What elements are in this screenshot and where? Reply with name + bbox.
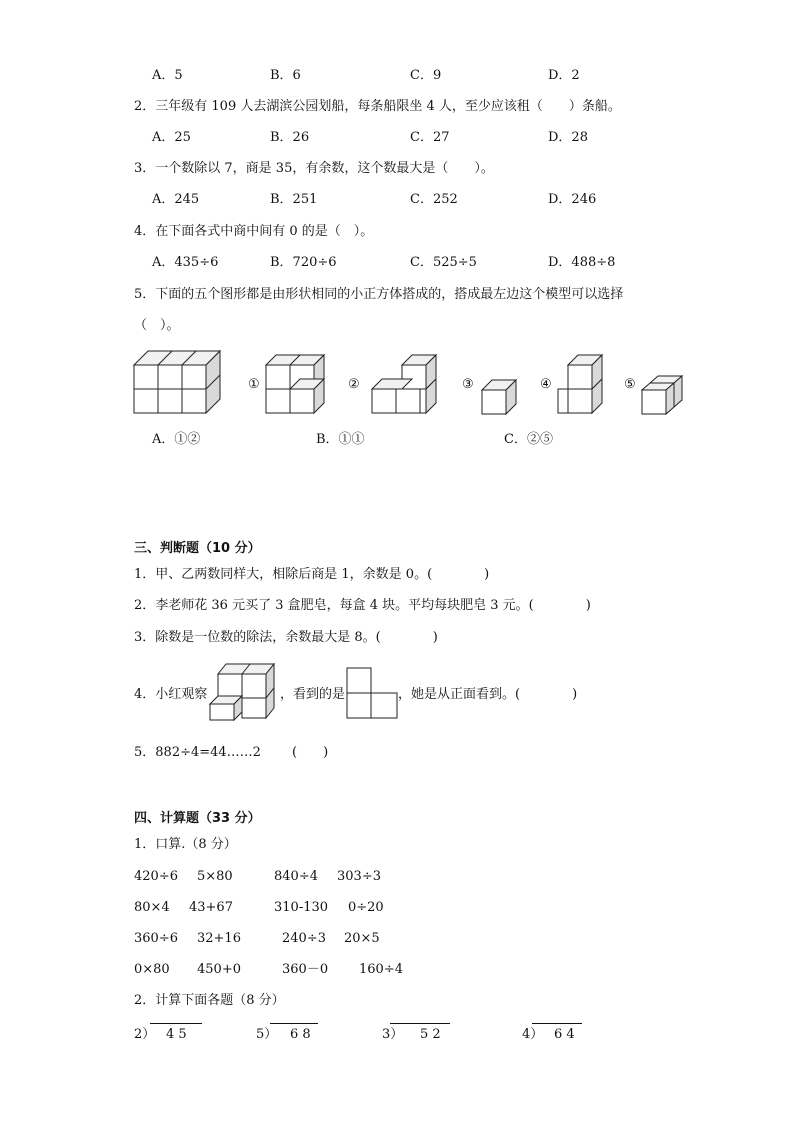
q1-option-c: C．9 [410, 68, 442, 83]
q4-option-a: A．435÷6 [152, 255, 219, 270]
oral-r3-c3: 240÷3 [282, 931, 326, 946]
judge-item-3: 3．除数是一位数的除法，余数最大是 8。( ) [134, 630, 438, 645]
oral-r2-c2: 43+67 [189, 900, 233, 915]
figure-label-4: ④ [540, 377, 552, 392]
oral-r3-c4: 20×5 [344, 931, 380, 946]
oral-r3-c1: 360÷6 [134, 931, 178, 946]
q5-text-line1: 5．下面的五个图形都是由形状相同的小正方体搭成的，搭成最左边这个模型可以选择 [134, 287, 624, 302]
q2-option-b: B．26 [270, 130, 310, 145]
q4-option-c: C．525÷5 [410, 255, 477, 270]
q1-option-a: A．5 [152, 68, 183, 83]
model-figure-4 [554, 345, 604, 417]
dividend-1: 4 5 [166, 1027, 187, 1042]
oral-r1-c1: 420÷6 [134, 869, 178, 884]
divisor-3: 3） [382, 1027, 404, 1042]
oral-r3-c2: 32+16 [197, 931, 241, 946]
observed-model-figure [208, 660, 278, 722]
oral-calc-title: 1．口算.（8 分） [134, 837, 237, 852]
q5-text-line2: （ ）。 [134, 318, 180, 333]
division-bar-2 [270, 1023, 318, 1024]
front-view-figure [346, 667, 398, 719]
q2-text: 2．三年级有 109 人去湖滨公园划船，每条船限坐 4 人，至少应该租（ ）条船。 [134, 99, 621, 114]
model-figure-main [130, 345, 230, 417]
q3-option-d: D．246 [548, 192, 597, 207]
section3-title: 三、判断题（10 分） [134, 541, 261, 556]
q1-option-d: D．2 [548, 68, 580, 83]
model-figure-2 [368, 345, 448, 417]
division-bar-4 [532, 1023, 582, 1024]
divisor-2: 5） [256, 1027, 278, 1042]
figure-label-1: ① [248, 377, 260, 392]
judge-item-5-expr: 5．882÷4=44……2 [134, 745, 261, 760]
q4-option-b: B．720÷6 [270, 255, 337, 270]
judge-item-4-part1: 4．小红观察 [134, 687, 208, 702]
oral-r2-c1: 80×4 [134, 900, 170, 915]
dividend-2: 6 8 [290, 1027, 311, 1042]
model-figure-1 [262, 345, 332, 417]
oral-r2-c3: 310-130 [274, 900, 329, 915]
judge-item-2: 2．李老师花 36 元买了 3 盒肥皂，每盒 4 块。平均每块肥皂 3 元。( ) [134, 598, 591, 613]
q5-option-b: B．①① [316, 432, 365, 447]
q4-text: 4．在下面各式中商中间有 0 的是（ ）。 [134, 224, 374, 239]
q3-option-c: C．252 [410, 192, 458, 207]
model-figure-5 [638, 370, 688, 416]
q5-option-a: A．①② [152, 432, 201, 447]
q2-option-d: D．28 [548, 130, 588, 145]
division-bar-1 [150, 1023, 202, 1024]
q5-option-c: C．②⑤ [504, 432, 553, 447]
written-calc-title: 2．计算下面各题（8 分） [134, 993, 285, 1008]
oral-r1-c2: 5×80 [197, 869, 233, 884]
model-figure-3 [478, 370, 518, 416]
oral-r1-c4: 303÷3 [337, 869, 381, 884]
q3-option-a: A．245 [152, 192, 200, 207]
oral-r4-c3: 360－0 [282, 962, 329, 977]
q1-option-b: B．6 [270, 68, 301, 83]
figure-label-2: ② [348, 377, 360, 392]
divisor-1: 2） [134, 1027, 156, 1042]
q4-option-d: D．488÷8 [548, 255, 616, 270]
judge-item-5-blank: ( ) [292, 745, 329, 760]
oral-r4-c4: 160÷4 [359, 962, 403, 977]
figure-label-3: ③ [462, 377, 474, 392]
q2-option-c: C．27 [410, 130, 450, 145]
q2-option-a: A．25 [152, 130, 191, 145]
oral-r4-c1: 0×80 [134, 962, 170, 977]
division-bar-3 [390, 1023, 450, 1024]
figure-label-5: ⑤ [624, 377, 636, 392]
q3-option-b: B．251 [270, 192, 318, 207]
q3-text: 3．一个数除以 7，商是 35，有余数，这个数最大是（ ）。 [134, 161, 494, 176]
section4-title: 四、计算题（33 分） [134, 811, 261, 826]
oral-r1-c3: 840÷4 [274, 869, 318, 884]
divisor-4: 4） [522, 1027, 544, 1042]
judge-item-4-part2: ，看到的是 [280, 687, 346, 702]
dividend-4: 6 4 [554, 1027, 575, 1042]
oral-r4-c2: 450+0 [197, 962, 241, 977]
judge-item-1: 1．甲、乙两数同样大，相除后商是 1，余数是 0。( ) [134, 567, 490, 582]
oral-r2-c4: 0÷20 [348, 900, 384, 915]
judge-item-4-part3: ，她是从正面看到。( ) [398, 687, 578, 702]
dividend-3: 5 2 [420, 1027, 441, 1042]
